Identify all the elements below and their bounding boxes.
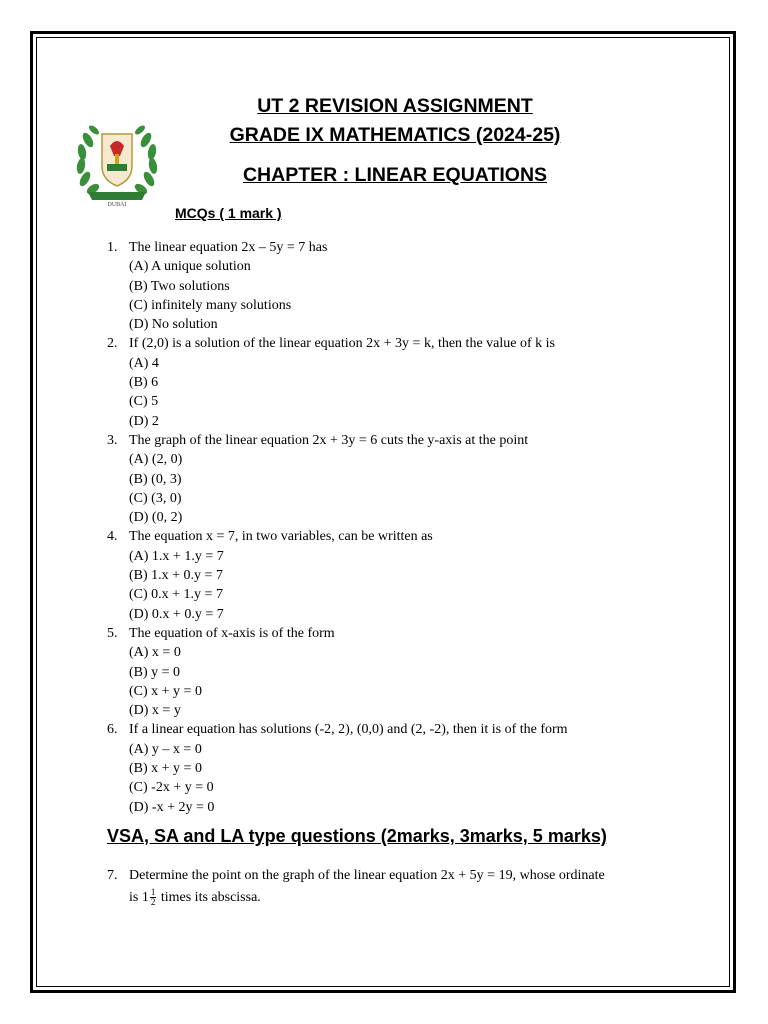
option-b: (B) Two solutions — [129, 278, 230, 294]
option-b: (B) 6 — [129, 375, 159, 391]
option-c: (C) (3, 0) — [129, 490, 182, 506]
question-4 — [107, 527, 697, 623]
fraction-denominator: 2 — [150, 897, 156, 908]
question-text: If a linear equation has solutions (-2, 2), (0,0) and (2, -2), then it is of the form — [129, 722, 568, 738]
question-number: 7. — [107, 868, 118, 883]
option-a: (A) 1.x + 1.y = 7 — [129, 548, 224, 564]
question-text: The graph of the linear equation 2x + 3y = 6 cuts the y-axis at the point — [129, 432, 529, 448]
option-a: (A) y – x = 0 — [129, 741, 202, 757]
question-number: 5. — [107, 625, 118, 641]
option-c: (C) infinitely many solutions — [129, 297, 292, 313]
option-a: (A) (2, 0) — [129, 452, 183, 468]
question-text: The linear equation 2x – 5y = 7 has — [129, 240, 328, 255]
question-text: Determine the point on the graph of the linear equation 2x + 5y = 19, whose ordinate — [129, 868, 605, 883]
question-6 — [107, 720, 697, 816]
option-d: (D) x = y — [129, 703, 181, 719]
option-b: (B) x + y = 0 — [129, 761, 202, 777]
option-d: (D) No solution — [129, 317, 218, 333]
question-number: 1. — [107, 240, 118, 255]
mixed-fraction — [150, 888, 157, 907]
question-7 — [107, 865, 667, 909]
option-a: (A) x = 0 — [129, 645, 181, 661]
option-c: (C) x + y = 0 — [129, 683, 202, 699]
question-7-text-after: times its abscissa. — [157, 890, 261, 905]
option-d: (D) 2 — [129, 413, 159, 429]
question-text: If (2,0) is a solution of the linear equation 2x + 3y = k, then the value of k is — [129, 336, 555, 352]
option-c: (C) 0.x + 1.y = 7 — [129, 587, 223, 603]
question-5 — [107, 624, 697, 720]
question-1 — [107, 238, 697, 334]
mcq-section-title: MCQs ( 1 mark ) — [175, 205, 282, 221]
option-c: (C) 5 — [129, 394, 159, 410]
option-a: (A) 4 — [129, 355, 159, 371]
mcq-questions — [107, 238, 697, 817]
question-number: 4. — [107, 529, 118, 545]
question-2 — [107, 334, 697, 430]
logo-caption: DUBAI — [107, 202, 127, 208]
long-answer-section-title: VSA, SA and LA type questions (2marks, 3marks, 5 marks) — [107, 826, 607, 846]
question-3 — [107, 431, 697, 527]
option-b: (B) y = 0 — [129, 664, 181, 680]
fraction-numerator: 1 — [150, 887, 156, 898]
option-d: (D) 0.x + 0.y = 7 — [129, 606, 224, 622]
question-number: 3. — [107, 432, 118, 448]
school-logo — [74, 116, 160, 214]
question-text: The equation of x-axis is of the form — [129, 625, 335, 641]
question-text: The equation x = 7, in two variables, can be written as — [129, 529, 433, 545]
question-number: 6. — [107, 722, 118, 738]
question-7-text-before: is 1 — [129, 890, 149, 905]
chapter-title: CHAPTER : LINEAR EQUATIONS — [242, 164, 548, 186]
option-b: (B) 1.x + 0.y = 7 — [129, 568, 223, 584]
grade-subject-title: GRADE IX MATHEMATICS (2024-25) — [229, 124, 561, 146]
option-d: (D) -x + 2y = 0 — [129, 799, 215, 815]
question-7-line-2 — [107, 887, 667, 909]
option-b: (B) (0, 3) — [129, 471, 182, 487]
assignment-title: UT 2 REVISION ASSIGNMENT — [257, 95, 533, 117]
option-d: (D) (0, 2) — [129, 510, 183, 526]
question-number: 2. — [107, 336, 118, 352]
option-a: (A) A unique solution — [129, 259, 251, 275]
option-c: (C) -2x + y = 0 — [129, 780, 214, 796]
